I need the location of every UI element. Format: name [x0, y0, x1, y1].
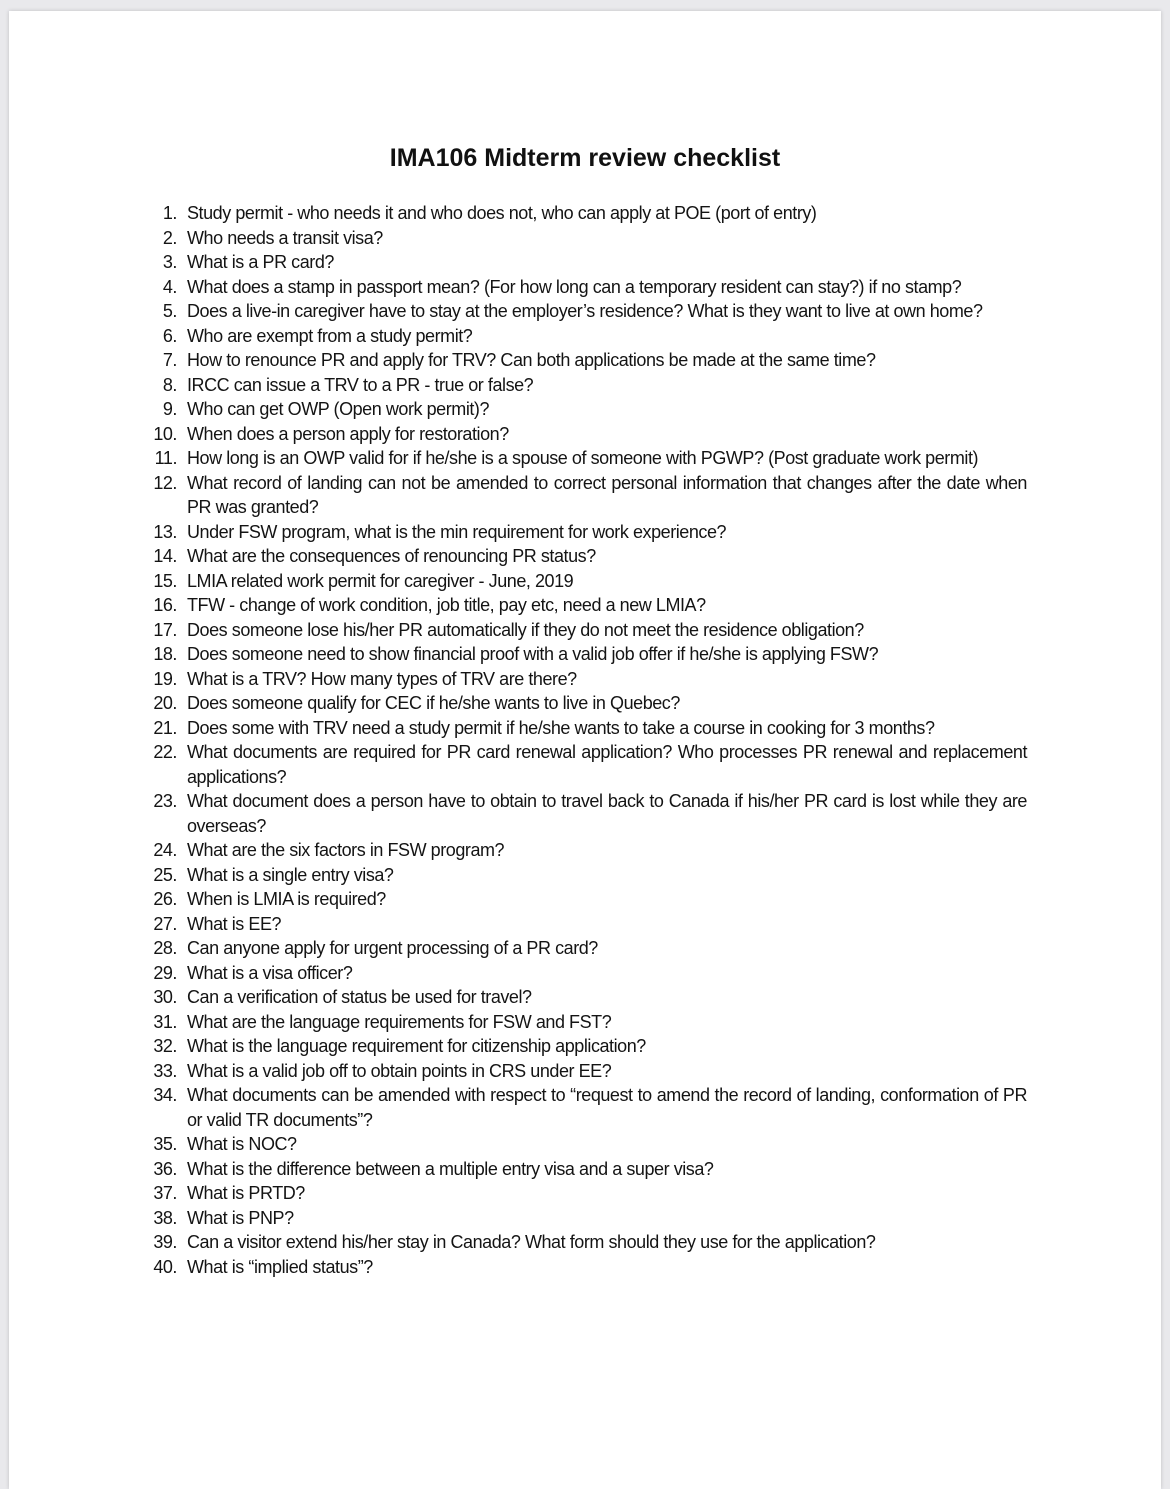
list-item: [139, 1255, 1027, 1280]
list-item: [139, 1059, 1027, 1084]
item-number: 19.: [153, 668, 177, 689]
list-item: [139, 1181, 1027, 1206]
item-text: What record of landing can not be amended to correct personal information that changes after the date when PR was granted?: [187, 472, 1027, 517]
item-number: 17.: [153, 619, 177, 640]
list-item: [139, 569, 1027, 594]
item-number: 8.: [162, 374, 177, 395]
item-text: Does a live-in caregiver have to stay at the employer’s residence? What is they want to live at own home?: [187, 301, 983, 321]
item-text: What is NOC?: [187, 1134, 297, 1154]
item-number: 9.: [162, 399, 177, 419]
item-number: 38.: [153, 1207, 177, 1228]
list-item: [139, 1206, 1027, 1231]
item-text: What documents are required for PR card renewal application? Who processes PR renewal and replacement applications?: [187, 742, 1027, 787]
item-text: What is PRTD?: [187, 1183, 305, 1203]
item-number: 13.: [153, 521, 177, 542]
item-text: TFW - change of work condition, job title, pay etc, need a new LMIA?: [187, 595, 706, 615]
item-text: Under FSW program, what is the min requirement for work experience?: [187, 521, 727, 542]
item-number: 2.: [162, 227, 177, 248]
item-text: Who needs a transit visa?: [187, 227, 383, 248]
list-item: [139, 887, 1027, 912]
item-text: How to renounce PR and apply for TRV? Can both applications be made at the same time?: [187, 350, 876, 370]
item-text: What document does a person have to obtain to travel back to Canada if his/her PR card is lost while they are overseas?: [187, 791, 1027, 836]
list-item: [139, 348, 1027, 373]
item-text: What does a stamp in passport mean? (For how long can a temporary resident can stay?) if no stamp?: [187, 276, 962, 297]
list-item: [139, 373, 1027, 398]
item-number: 3.: [162, 252, 177, 272]
list-item: [139, 642, 1027, 667]
item-number: 32.: [153, 1036, 177, 1056]
list-item: [139, 667, 1027, 692]
item-text: LMIA related work permit for caregiver - June, 2019: [187, 570, 574, 591]
item-text: What is a single entry visa?: [187, 864, 394, 885]
item-number: 1.: [162, 203, 177, 223]
item-number: 34.: [153, 1085, 177, 1105]
list-item: [139, 985, 1027, 1010]
item-text: What are the consequences of renouncing PR status?: [187, 546, 596, 566]
item-text: When is LMIA is required?: [187, 889, 386, 909]
list-item: [139, 544, 1027, 569]
list-item: [139, 838, 1027, 863]
list-item: [139, 1083, 1027, 1132]
list-item: [139, 716, 1027, 741]
list-item: [139, 324, 1027, 349]
item-text: Does some with TRV need a study permit if he/she wants to take a course in cooking for 3 months?: [187, 717, 935, 738]
item-number: 33.: [153, 1060, 177, 1081]
list-item: [139, 789, 1027, 838]
item-number: 23.: [153, 791, 177, 811]
item-number: 40.: [153, 1256, 177, 1277]
item-text: Can a visitor extend his/her stay in Canada? What form should they use for the application?: [187, 1232, 876, 1252]
list-item: [139, 397, 1027, 422]
item-number: 35.: [153, 1134, 177, 1154]
item-text: Can a verification of status be used for travel?: [187, 987, 532, 1007]
item-text: What is a PR card?: [187, 252, 334, 272]
item-number: 18.: [153, 644, 177, 664]
item-number: 28.: [153, 938, 177, 958]
list-item: [139, 863, 1027, 888]
item-number: 20.: [153, 693, 177, 713]
item-text: What is PNP?: [187, 1207, 294, 1228]
item-number: 14.: [153, 546, 177, 566]
item-number: 11.: [154, 448, 177, 468]
item-text: Who are exempt from a study permit?: [187, 325, 473, 346]
item-text: What are the language requirements for FSW and FST?: [187, 1011, 612, 1032]
item-number: 25.: [153, 864, 177, 885]
item-text: What is the difference between a multiple entry visa and a super visa?: [187, 1158, 714, 1179]
item-number: 21.: [153, 717, 177, 738]
list-item: [139, 1132, 1027, 1157]
list-item: [139, 1034, 1027, 1059]
item-number: 7.: [162, 350, 177, 370]
item-text: How long is an OWP valid for if he/she is a spouse of someone with PGWP? (Post graduate work permit): [187, 448, 979, 468]
item-number: 4.: [162, 276, 177, 297]
list-item: [139, 275, 1027, 300]
item-text: Study permit - who needs it and who does not, who can apply at POE (port of entry): [187, 203, 817, 223]
list-item: [139, 299, 1027, 324]
list-item: [139, 912, 1027, 937]
item-number: 6.: [162, 325, 177, 346]
item-number: 37.: [153, 1183, 177, 1203]
checklist: [139, 201, 1027, 1279]
list-item: [139, 471, 1027, 520]
item-number: 12.: [153, 472, 177, 493]
item-number: 15.: [153, 570, 177, 591]
list-item: [139, 961, 1027, 986]
list-item: [139, 618, 1027, 643]
list-item: [139, 936, 1027, 961]
list-item: [139, 1010, 1027, 1035]
list-item: [139, 593, 1027, 618]
item-number: 39.: [153, 1232, 177, 1252]
item-number: 10.: [153, 423, 177, 444]
item-number: 16.: [153, 595, 177, 615]
item-number: 27.: [153, 913, 177, 934]
item-number: 22.: [153, 742, 177, 762]
list-item: [139, 250, 1027, 275]
list-item: [139, 446, 1027, 471]
list-item: [139, 201, 1027, 226]
item-text: When does a person apply for restoration?: [187, 423, 509, 444]
item-text: What are the six factors in FSW program?: [187, 840, 505, 860]
document-page: [9, 11, 1161, 1489]
list-item: [139, 226, 1027, 251]
item-text: What is a TRV? How many types of TRV are there?: [187, 668, 577, 689]
list-item: [139, 520, 1027, 545]
item-text: What is a valid job off to obtain points in CRS under EE?: [187, 1060, 612, 1081]
item-number: 24.: [153, 840, 177, 860]
list-item: [139, 1157, 1027, 1182]
item-text: Can anyone apply for urgent processing of a PR card?: [187, 938, 598, 958]
list-item: [139, 691, 1027, 716]
item-number: 26.: [153, 889, 177, 909]
item-text: Does someone qualify for CEC if he/she wants to live in Quebec?: [187, 693, 680, 713]
item-number: 36.: [153, 1158, 177, 1179]
item-number: 5.: [162, 301, 177, 321]
item-number: 30.: [153, 987, 177, 1007]
item-text: Who can get OWP (Open work permit)?: [187, 399, 490, 419]
item-text: IRCC can issue a TRV to a PR - true or false?: [187, 374, 534, 395]
item-text: What is “implied status”?: [187, 1256, 373, 1277]
list-item: [139, 422, 1027, 447]
item-number: 31.: [153, 1011, 177, 1032]
item-text: What is a visa officer?: [187, 962, 353, 983]
item-number: 29.: [153, 962, 177, 983]
item-text: What is EE?: [187, 913, 282, 934]
item-text: Does someone need to show financial proof with a valid job offer if he/she is applying FSW?: [187, 644, 879, 664]
item-text: Does someone lose his/her PR automatically if they do not meet the residence obligation?: [187, 619, 864, 640]
list-item: [139, 1230, 1027, 1255]
page-title: IMA106 Midterm review checklist: [389, 144, 781, 172]
item-text: What is the language requirement for citizenship application?: [187, 1036, 646, 1056]
item-text: What documents can be amended with respect to “request to amend the record of landing, conformation of PR or valid TR documents”?: [187, 1085, 1027, 1130]
list-item: [139, 740, 1027, 789]
